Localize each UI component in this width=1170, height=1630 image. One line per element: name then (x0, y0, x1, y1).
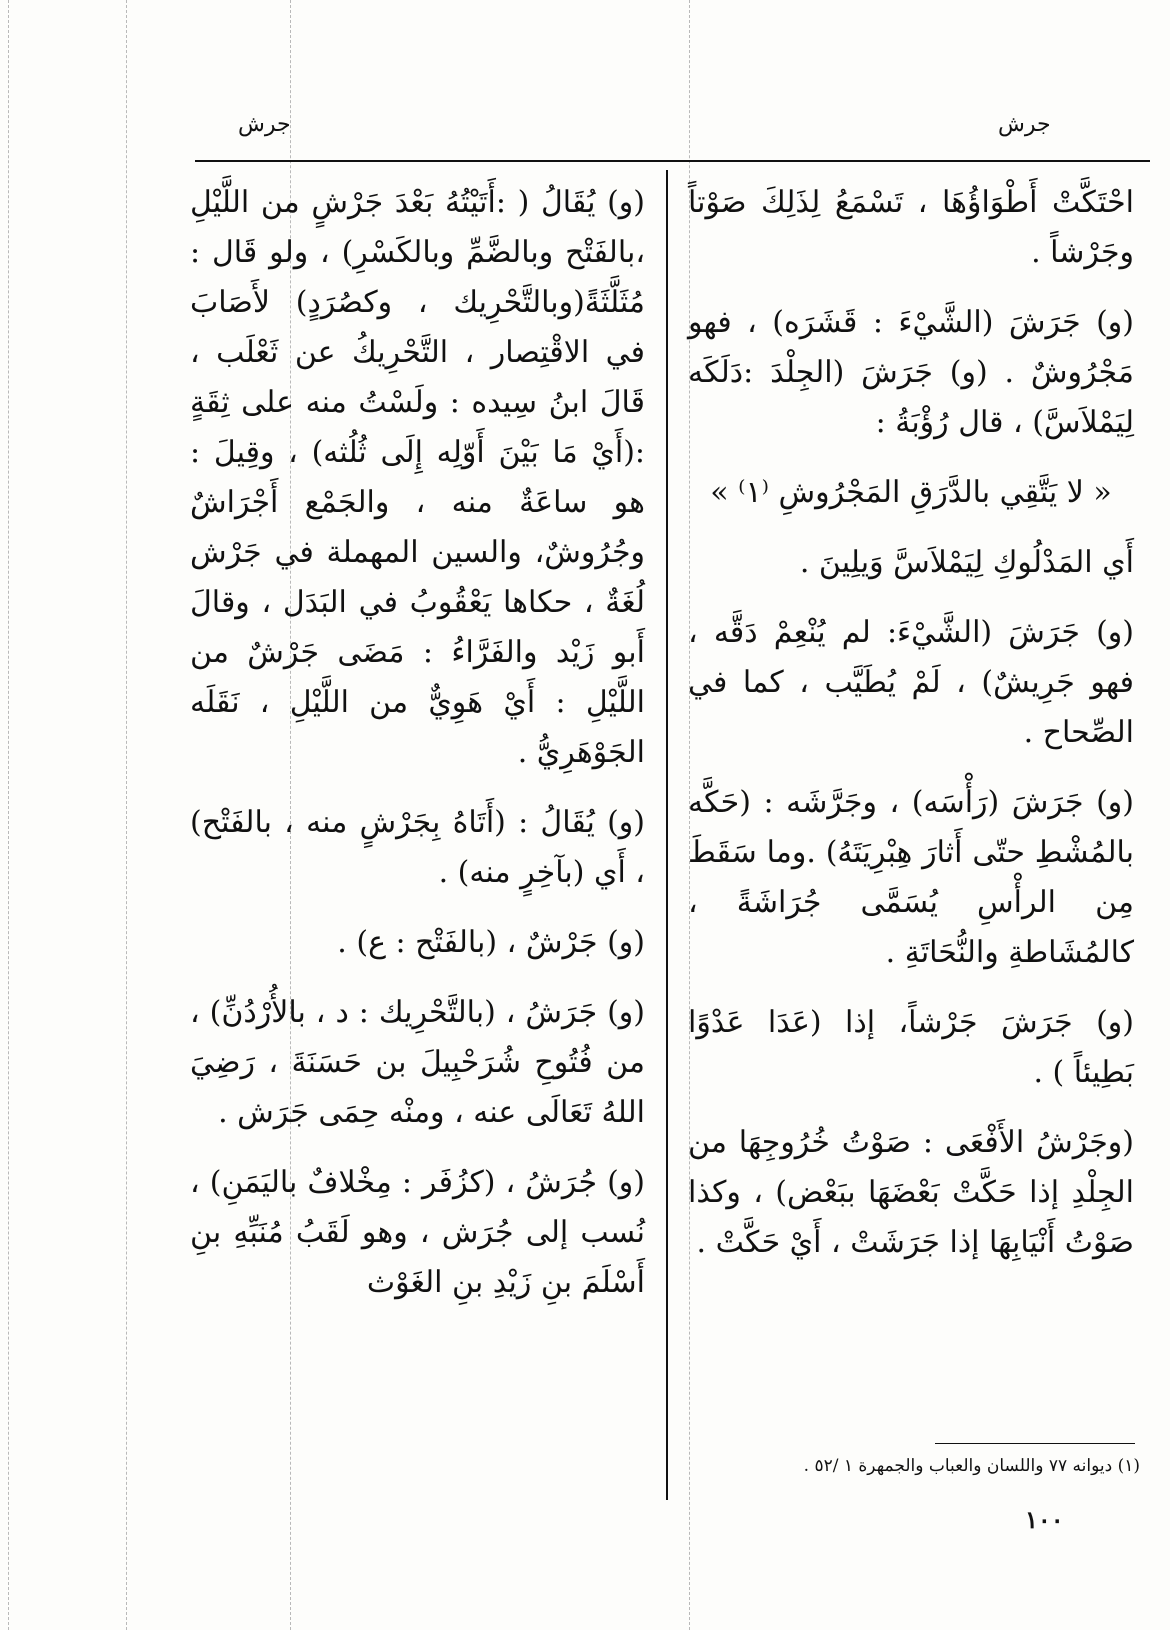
running-header-left: جرش (238, 112, 291, 137)
paragraph: (و) جَرَشُ ، (بالتَّحْرِيك : د ، بالأُرْدُنِّ) ، من فُتُوحِ شُرَحْبِيلَ بن حَسَنَةَ ، رَضِيَ اللهُ تَعَالَى عنه ، ومنْه حِمَى جَرَش . (190, 995, 645, 1130)
scan-fold-line (8, 0, 9, 1630)
left-column (190, 178, 645, 1328)
footnote: (١) ديوانه ٧٧ واللسان والعباب والجمهرة ١ /٥٢ . (803, 1456, 1140, 1476)
paragraph: (و) جَرَشَ (الشَّيْءَ : قَشَرَه) ، فهو مَجْرُوشٌ . (و) جَرَشَ (الجِلْدَ :دَلَكَه لِيَمْلاَسَّ) ، قال رُؤْبَةُ : (688, 305, 1134, 440)
right-column (688, 178, 1134, 1288)
paragraph: (و) جَرَشَ (رَأْسَه) ، وجَرَّشَه : (حَكَّه بالمُشْطِ حتّى أَثارَ هِبْرِيَتَهُ) .وما سَقَطَ مِن الرأْسِ يُسَمَّى جُرَاشَةً ، كالمُشَاطةِ والنُّحَاتَةِ . (688, 785, 1134, 970)
paragraph: (و) جَرَشَ جَرْشاً، إذا (عَدَا عَدْوًا بَطِيئاً ) . (688, 1005, 1134, 1090)
scan-fold-line (126, 0, 127, 1630)
column-divider (666, 170, 668, 1500)
paragraph: أَي المَدْلُوكِ لِيَمْلاَسَّ وَيلِينَ . (799, 545, 1134, 580)
paragraph: (و) يُقَالُ : (أَتَاهُ بِجَرْشٍ منه ، بالفَتْح) ، أَي (بآخِرٍ منه) . (190, 805, 645, 890)
paragraph: (و) جُرَشُ ، (كزُفَر : مِخْلافٌ باليَمَنِ) ، نُسب إلى جُرَش ، وهو لَقَبُ مُنَبِّهِ بنِ أَسْلَمَ بنِ زَيْدِ بنِ الغَوْث (190, 1165, 645, 1300)
footnote-rule (935, 1443, 1135, 1444)
paragraph: (و) جَرَشَ (الشَّيْءَ: لم يُنْعِمْ دَقَّه ، فهو جَرِيشٌ) ، لَمْ يُطَيَّب ، كما في الصِّحاح . (688, 615, 1134, 750)
verse-line: « لا يَتَّقِي بالدَّرَقِ المَجْرُوشِ ⁽١⁾ » (710, 475, 1112, 510)
header-rule (195, 160, 1150, 162)
paragraph: (وجَرْشُ الأَفْعَى : صَوْتُ خُرُوجِهَا من الجِلْدِ إذا حَكَّتْ بَعْضَهَا ببَعْض) ، وكذا صَوْتُ أَنْيَابِهَا إذا جَرَشَتْ ، أَيْ حَكَّتْ . (688, 1125, 1134, 1260)
page-number: ١٠٠ (1025, 1505, 1064, 1534)
paragraph: احْتَكَّتْ أَطْوَاؤُهَا ، تَسْمَعُ لِذَلِكَ صَوْتاً وجَرْشاً . (688, 185, 1134, 270)
running-header-right: جرش (998, 112, 1051, 137)
paragraph: (و) يُقَالُ ( :أَتَيْتُهُ بَعْدَ جَرْشٍ من اللَّيْلِ ،بالفَتْح وبالضَّمِّ وبالكَسْرِ) ، ولو قَال : مُثَلَّثَةً(وبالتَّحْرِيك ، وكصُرَدٍ) لأَصَابَ في الاقْتِصار ، التَّحْرِيكُ عن ثَعْلَب ، قَالَ ابنُ سِيده : ولَسْتُ منه على ثِقَةٍ :(أَيْ مَا بَيْنَ أَوّلِه إِلَى ثُلُثه) ، وقِيلَ : هو ساعَةٌ منه ، والجَمْع أَجْرَاشٌ وجُرُوشٌ، والسين المهملة في جَرْش لُغَةٌ ، حكاها يَعْقُوبُ في البَدَل ، وقالَ أَبو زَيْد والفَرَّاءُ : مَضَى جَرْشٌ من اللَّيْلِ : أَيْ هَوِيٌّ من اللَّيْلِ ، نَقَلَه الجَوْهَرِيُّ . (190, 185, 645, 770)
paragraph: (و) جَرْشٌ ، (بالفَتْح : ع) . (337, 925, 645, 960)
